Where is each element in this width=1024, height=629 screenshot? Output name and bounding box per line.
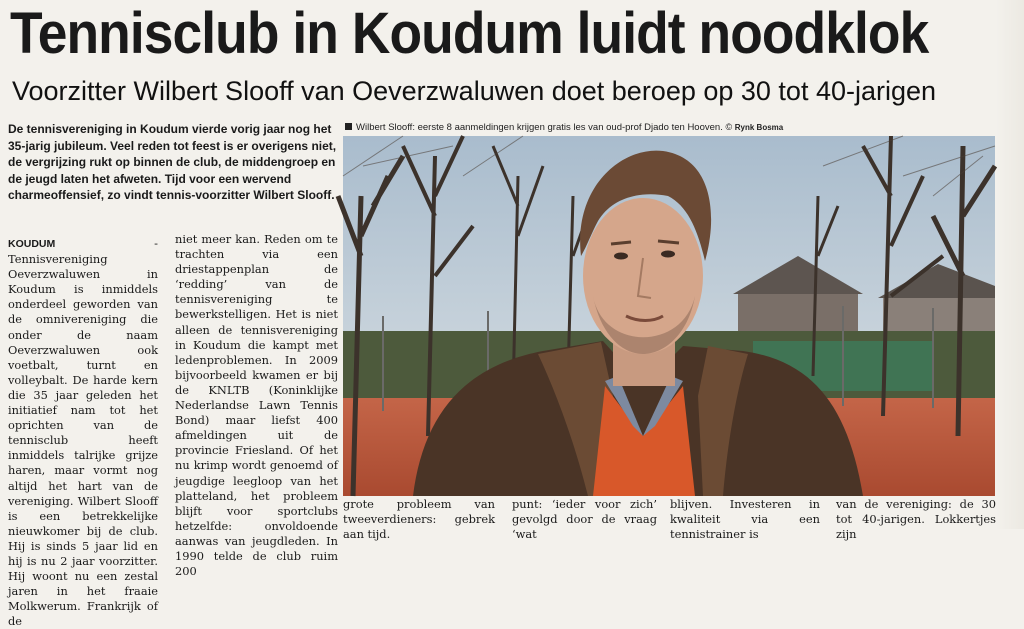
page-edge bbox=[996, 0, 1024, 529]
subheadline: Voorzitter Wilbert Slooff van Oeverzwaluwen doet beroep op 30 tot 40-jarigen bbox=[12, 76, 937, 106]
bottom-column-4: van de vereniging: de 30 tot 40-jarigen. Lokkertjes zijn bbox=[836, 497, 996, 541]
article-photo bbox=[343, 136, 995, 496]
lede bbox=[8, 121, 338, 204]
caption-text: Wilbert Slooff: eerste 8 aanmeldingen krijgen gratis les van oud-prof Djado ten Hooven. bbox=[356, 122, 723, 133]
bottom-column-1: grote probleem van tweeverdieners: gebrek aan tijd. bbox=[343, 497, 495, 541]
bottom-column-2: punt: ‘ieder voor zich’ gevolgd door de vraag ‘wat bbox=[512, 497, 657, 541]
body-column-1 bbox=[8, 236, 158, 629]
dateline: KOUDUM bbox=[8, 238, 56, 250]
column-2-text: niet meer kan. Reden om te trachten via een driestappenplan de ‘redding’ van de tennisvereniging te bewerkstelligen. Het is niet alleen de tennisvereniging in Koudum die kampt met ledenproblemen. In 2009 bijvoorbeeld kwamen er bij de KNLTB (Koninklijke Nederlandse Lawn Tennis Bond) maar liefst 400 afmeldingen uit de provincie Friesland. Of het nu krimp wordt genoemd of jeugdige leegloop van het platteland, het probleem blijft voor sportclubs hetzelfde: onvoldoende aanwas van jeugdleden. In 1990 telde de club ruim 200 bbox=[175, 232, 338, 579]
lede-text: De tennisvereniging in Koudum vierde vorig jaar nog het 35-jarig jubileum. Veel reden tot feest is er overigens niet, de vergrijzing rukt op binnen de club, de middengroep en de jeugd laten het afweten. Tijd voor een wervend charmeoffensief, zo vindt tennis-voorzitter Wilbert Slooff. bbox=[8, 122, 337, 202]
column-1-text: - Tennisvereniging Oeverzwaluwen in Koudum is inmiddels onderdeel geworden van de omnivereniging die onder de naam Oeverzwaluwen ook voetbalt, turnt en volleybalt. De harde kern die 35 jaar geleden het initiatief nam tot het oprichten van de tennisclub heeft inmiddels talrijke grijze haren, maar vormt nog altijd het hart van de vereniging. Wilbert Slooff is een betrekkelijke nieuwkomer bij de club. Hij is sinds 5 jaar lid en hij is nu 2 jaar voorzitter. Hij woont nu een zestal jaren in het fraaie Molkwerum. Frankrijk of de bbox=[8, 236, 158, 629]
photo-caption bbox=[345, 121, 995, 134]
caption-square-icon bbox=[345, 123, 352, 130]
bottom-column-3: blijven. Investeren in kwaliteit via een tennistrainer is bbox=[670, 497, 820, 541]
body-column-2 bbox=[175, 232, 338, 579]
photo-credit-icon: © bbox=[725, 122, 733, 132]
headline: Tennisclub in Koudum luidt noodklok bbox=[10, 1, 929, 66]
photo-credit: Rynk Bosma bbox=[734, 123, 784, 132]
portrait-photo-illustration bbox=[343, 136, 995, 496]
